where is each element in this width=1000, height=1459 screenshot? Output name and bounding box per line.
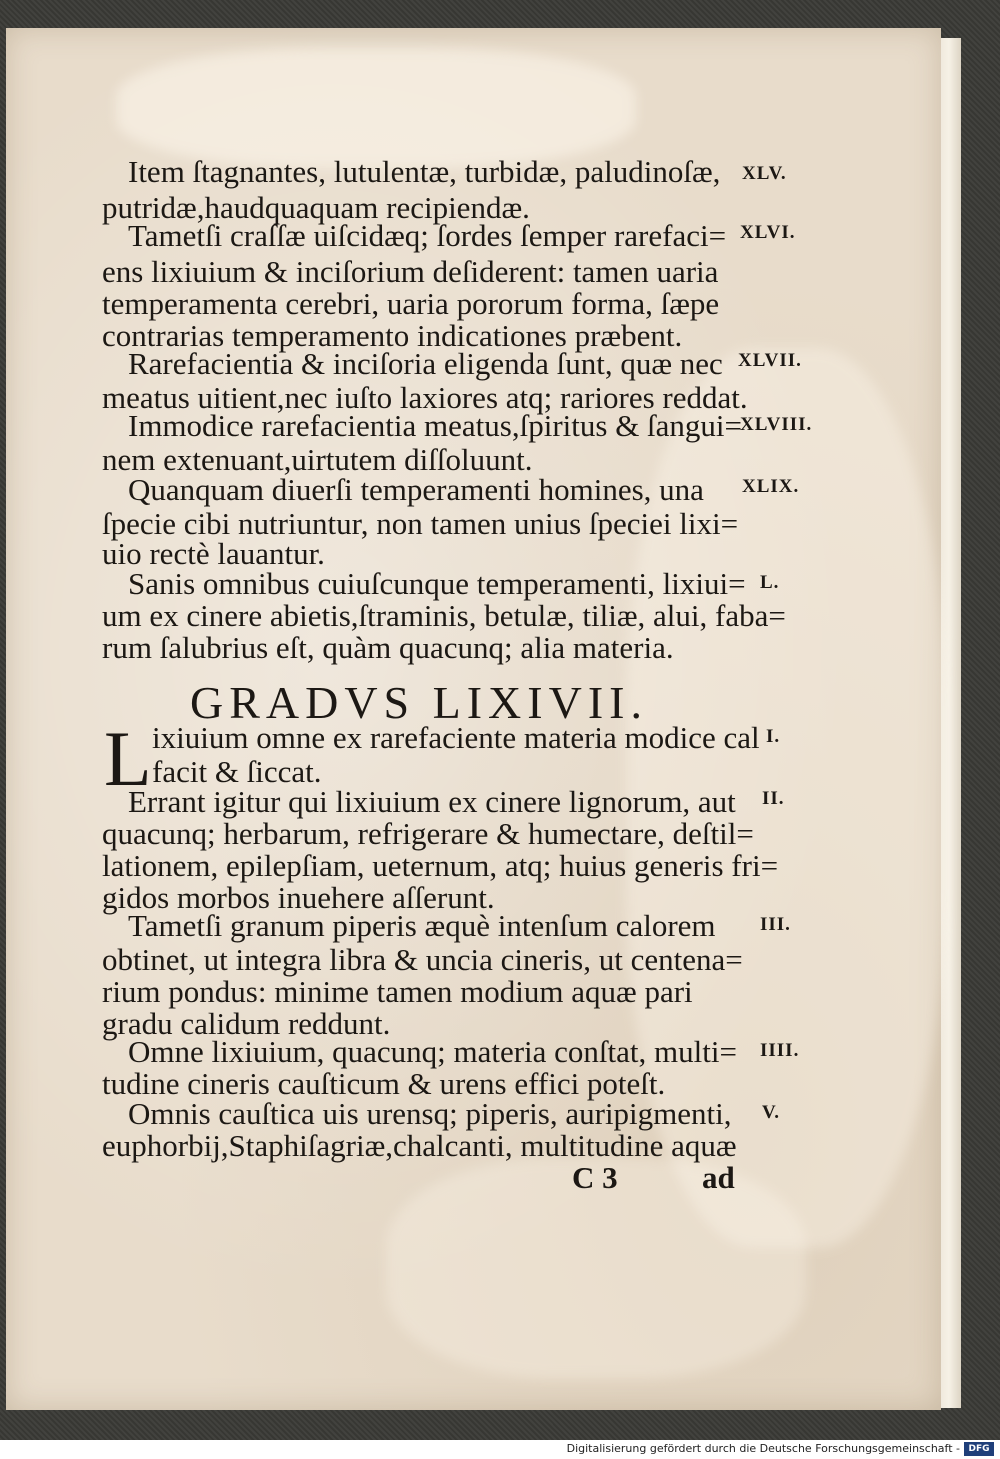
aphorism-numeral: XLVII. bbox=[738, 350, 802, 371]
text-line: um ex cinere abietis,ſtraminis, betulæ, tiliæ, alui, faba= bbox=[102, 598, 786, 633]
text-line: contrarias temperamento indicationes præbent. bbox=[102, 318, 683, 353]
text-line: ixiuium omne ex rarefaciente materia modice cal bbox=[152, 720, 760, 755]
text-line: Immodice rarefacientia meatus,ſpiritus & ſangui= bbox=[128, 408, 743, 443]
text-line: Rarefacientia & inciſoria eligenda ſunt, quæ nec bbox=[128, 346, 723, 381]
text-line: rum ſalubrius eſt, quàm quacunq; alia materia. bbox=[102, 630, 674, 665]
text-line: lationem, epilepſiam, ueternum, atq; huius generis fri= bbox=[102, 848, 779, 883]
text-line: quacunq; herbarum, refrigerare & humectare, deſtil= bbox=[102, 816, 754, 851]
text-line: gidos morbos inuehere aſſerunt. bbox=[102, 880, 495, 915]
signature-mark: C 3 bbox=[572, 1160, 618, 1195]
text-line: gradu calidum reddunt. bbox=[102, 1006, 391, 1041]
text-line: Errant igitur qui lixiuium ex cinere lignorum, aut bbox=[128, 784, 736, 819]
dfg-logo: DFG bbox=[964, 1442, 994, 1456]
aphorism-numeral: III. bbox=[760, 914, 791, 935]
text-line: euphorbij,Staphiſagriæ,chalcanti, multitudine aquæ bbox=[102, 1128, 737, 1163]
text-line: obtinet, ut integra libra & uncia cineris, ut centena= bbox=[102, 942, 743, 977]
aphorism-numeral: XLIX. bbox=[742, 476, 800, 497]
text-line: facit & ſiccat. bbox=[152, 754, 322, 789]
aphorism-numeral: V. bbox=[762, 1102, 781, 1123]
aphorism-numeral: XLVIII. bbox=[740, 414, 813, 435]
text-line: nem extenuant,uirtutem diſſoluunt. bbox=[102, 442, 533, 477]
text-line: Omnis cauſtica uis urensq; piperis, auripigmenti, bbox=[128, 1096, 732, 1131]
text-line: temperamenta cerebri, uaria pororum forma, ſæpe bbox=[102, 286, 720, 321]
footer-bar bbox=[0, 1440, 1000, 1459]
text-line: Tametſi craſſæ uiſcidæq; ſordes ſemper rarefaci= bbox=[128, 218, 727, 253]
aphorism-numeral: I. bbox=[766, 726, 781, 747]
page-stain bbox=[116, 48, 636, 168]
text-line: Tametſi granum piperis æquè intenſum calorem bbox=[128, 908, 716, 943]
aphorism-numeral: XLVI. bbox=[740, 222, 796, 243]
catchword: ad bbox=[702, 1160, 735, 1195]
text-line: Item ſtagnantes, lutulentæ, turbidæ, paludinoſæ, bbox=[128, 154, 721, 189]
text-line: uio rectè lauantur. bbox=[102, 536, 325, 571]
text-line: putridæ,haudquaquam recipiendæ. bbox=[102, 190, 530, 225]
aphorism-numeral: L. bbox=[760, 572, 780, 593]
text-line: Quanquam diuerſi temperamenti homines, una bbox=[128, 472, 704, 507]
text-line: tudine cineris cauſticum & urens effici poteſt. bbox=[102, 1066, 666, 1101]
text-line: ens lixiuium & inciſorium deſiderent: tamen uaria bbox=[102, 254, 719, 289]
text-line: meatus uitient,nec iuſto laxiores atq; rariores reddat. bbox=[102, 380, 748, 415]
text-line: Sanis omnibus cuiuſcunque temperamenti, lixiui= bbox=[128, 566, 746, 601]
drop-capital: L bbox=[104, 715, 152, 802]
aphorism-numeral: IIII. bbox=[760, 1040, 800, 1061]
aphorism-numeral: XLV. bbox=[742, 163, 787, 184]
text-line: Omne lixiuium, quacunq; materia conſtat, multi= bbox=[128, 1034, 737, 1069]
aphorism-numeral: II. bbox=[762, 788, 785, 809]
section-heading: GRADVS LIXIVII. bbox=[190, 677, 648, 728]
text-line: ſpecie cibi nutriuntur, non tamen unius ſpeciei lixi= bbox=[102, 506, 739, 541]
footer-credit: Digitalisierung gefördert durch die Deutsche Forschungsgemeinschaft - bbox=[566, 1442, 960, 1455]
text-line: rium pondus: minime tamen modium aquæ pari bbox=[102, 974, 693, 1009]
